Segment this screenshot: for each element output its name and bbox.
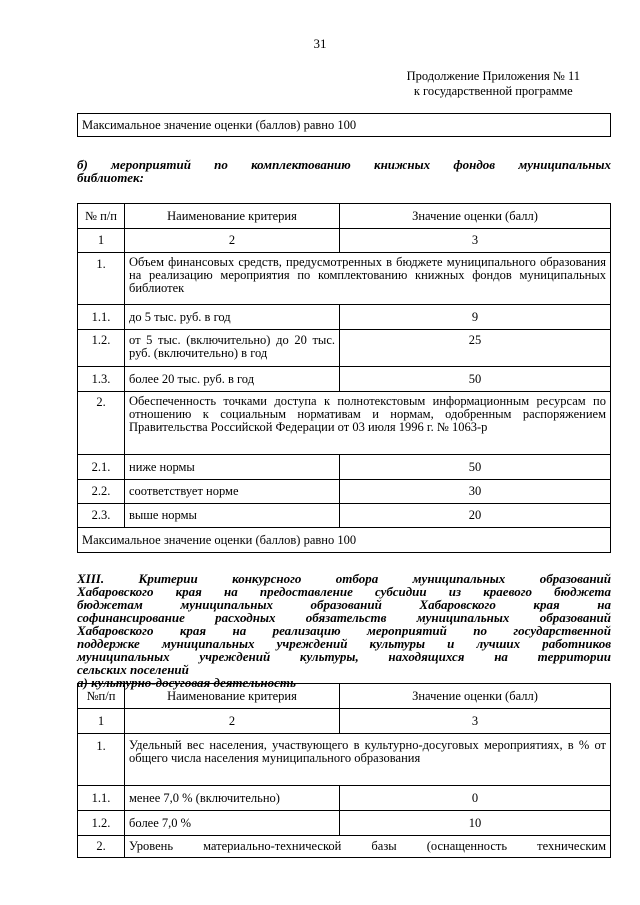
- row-score: 9: [340, 305, 611, 330]
- table-row: [78, 734, 611, 786]
- index-cell: 1: [78, 229, 125, 253]
- section-xiii-heading-line: поддержке муниципальных учреждений культуры и лучших работников: [77, 636, 611, 651]
- row-score: 25: [340, 330, 611, 367]
- row-criterion-text: Удельный вес населения, участвующего в культурно-досуговых мероприятиях, в % от общего числа населения муниципального образования: [125, 734, 611, 786]
- table-row: [78, 836, 611, 858]
- row-criterion-text: Обеспеченность точками доступа к полнотекстовым информационным ресурсам по отношению к социальным нормативам и нормам, одобренным распоряжением Правительства Российской Федерации от 03 июля 1996 г. № 1063-р: [125, 392, 611, 455]
- row-num: 2.: [78, 392, 125, 455]
- row-num: 2.2.: [78, 480, 125, 504]
- row-criterion-name: менее 7,0 % (включительно): [125, 786, 340, 811]
- row-score: 10: [340, 811, 611, 836]
- appendix-line-2: к государственной программе: [413, 84, 573, 98]
- header-score: Значение оценки (балл): [340, 684, 611, 709]
- criteria-table-b: [77, 203, 611, 553]
- row-score: 0: [340, 786, 611, 811]
- table-header-row: [78, 684, 611, 709]
- table-index-row: [78, 709, 611, 734]
- row-num: 2.1.: [78, 455, 125, 480]
- index-cell: 2: [125, 229, 340, 253]
- row-num: 1.1.: [78, 786, 125, 811]
- row-criterion-name: ниже нормы: [125, 455, 340, 480]
- table-row: [78, 786, 611, 811]
- criteria-table-xiii: [77, 683, 611, 858]
- index-cell: 3: [340, 709, 611, 734]
- table-row: [78, 392, 611, 455]
- row-criterion-text: Объем финансовых средств, предусмотренных в бюджете муниципального образования на реализацию мероприятия по комплектованию книжных фондов муниципальных библиотек: [125, 253, 611, 305]
- row-num: 2.3.: [78, 504, 125, 528]
- table-row: [78, 367, 611, 392]
- row-num: 1.2.: [78, 811, 125, 836]
- header-criterion: Наименование критерия: [125, 204, 340, 229]
- row-num: 1.2.: [78, 330, 125, 367]
- table-row: [78, 253, 611, 305]
- row-score: 50: [340, 367, 611, 392]
- row-score: 20: [340, 504, 611, 528]
- row-criterion-name: соответствует норме: [125, 480, 340, 504]
- table-header-row: [78, 204, 611, 229]
- section-xiii-heading-line: сельских поселений: [77, 662, 189, 677]
- page-number: 31: [313, 36, 327, 51]
- row-criterion-text: Уровень материально-технической базы (оснащенность техническим: [125, 836, 611, 858]
- index-cell: 1: [78, 709, 125, 734]
- section-b-heading: [77, 158, 611, 184]
- appendix-note: [407, 69, 580, 99]
- header-num: №п/п: [78, 684, 125, 709]
- section-xiii-subheading: а) культурно-досуговая деятельность: [77, 675, 296, 690]
- table-index-row: [78, 229, 611, 253]
- table-footer-row: [78, 528, 611, 553]
- row-criterion-name: более 7,0 %: [125, 811, 340, 836]
- table-row: [78, 330, 611, 367]
- row-criterion-name: от 5 тыс. (включительно) до 20 тыс. руб. (включительно) в год: [125, 330, 340, 367]
- top-max-score-box: [77, 113, 611, 137]
- row-score: 50: [340, 455, 611, 480]
- row-score: 30: [340, 480, 611, 504]
- top-max-score-text: Максимальное значение оценки (баллов) равно 100: [78, 114, 611, 137]
- table-row: [78, 480, 611, 504]
- row-num: 1.1.: [78, 305, 125, 330]
- section-xiii-heading-line: XIII. Критерии конкурсного отбора муниципальных образований: [77, 571, 611, 586]
- section-xiii-heading: [77, 572, 611, 689]
- section-xiii-heading-line: Хабаровского края на предоставление субсидии из краевого бюджета: [77, 584, 611, 599]
- header-score: Значение оценки (балл): [340, 204, 611, 229]
- section-b-heading-line-2: библиотек:: [77, 170, 144, 185]
- section-b-heading-line-1: б) мероприятий по комплектованию книжных фондов муниципальных: [77, 157, 611, 172]
- row-criterion-name: до 5 тыс. руб. в год: [125, 305, 340, 330]
- table-footer-max-score: Максимальное значение оценки (баллов) равно 100: [78, 528, 611, 553]
- table-row: [78, 811, 611, 836]
- section-xiii-heading-line: Хабаровского края на реализацию мероприятий по государственной: [77, 623, 611, 638]
- section-xiii-heading-line: муниципальных учреждений культуры, находящихся на территории: [77, 649, 611, 664]
- row-num: 1.: [78, 734, 125, 786]
- header-num: № п/п: [78, 204, 125, 229]
- appendix-line-1: Продолжение Приложения № 11: [406, 69, 580, 83]
- index-cell: 3: [340, 229, 611, 253]
- row-num: 2.: [78, 836, 125, 858]
- row-criterion-name: выше нормы: [125, 504, 340, 528]
- table-row: [78, 305, 611, 330]
- section-xiii-heading-line: софинансирование расходных обязательств муниципальных образований: [77, 610, 611, 625]
- row-criterion-name: более 20 тыс. руб. в год: [125, 367, 340, 392]
- index-cell: 2: [125, 709, 340, 734]
- row-num: 1.: [78, 253, 125, 305]
- header-criterion: Наименование критерия: [125, 684, 340, 709]
- row-num: 1.3.: [78, 367, 125, 392]
- section-xiii-heading-line: бюджетам муниципальных образований Хабаровского края на: [77, 597, 611, 612]
- table-row: [78, 455, 611, 480]
- table-row: [78, 504, 611, 528]
